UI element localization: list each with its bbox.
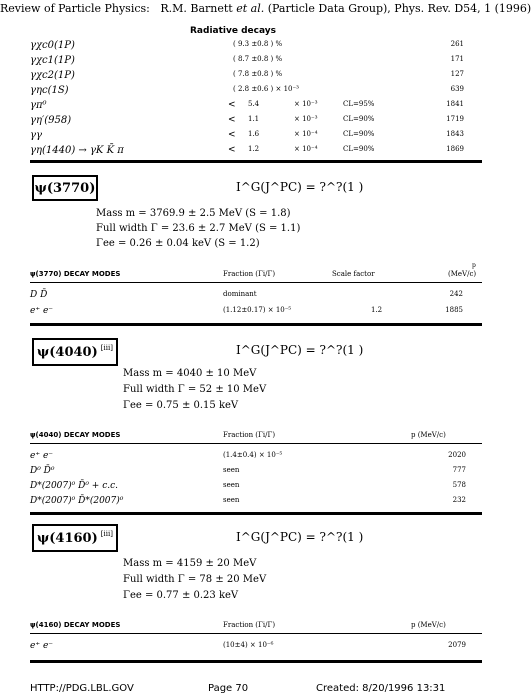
relation: < — [228, 130, 236, 140]
section-rule — [30, 660, 482, 663]
value: ( 2.8 ±0.6 ) × 10⁻³ — [233, 85, 299, 93]
decay-mode: e⁺ e⁻ — [30, 451, 54, 461]
table-rule — [30, 633, 482, 634]
momentum: 127 — [450, 70, 464, 78]
relation: < — [228, 115, 236, 125]
gamma-ee: Γee = 0.77 ± 0.23 keV — [123, 590, 239, 601]
p-head: p (MeV/c) — [411, 431, 446, 439]
fraction: (1.12±0.17) × 10⁻⁵ — [223, 306, 292, 314]
momentum: 232 — [452, 496, 466, 504]
p-head: (MeV/c) — [448, 270, 477, 278]
particle-name: ψ(4160) — [37, 530, 98, 546]
table-rule — [30, 282, 482, 283]
decay-mode: D*(2007)⁰ D̄⁰ + c.c. — [30, 481, 119, 491]
value: ( 8.7 ±0.8 ) % — [233, 55, 283, 63]
confidence-level: CL=90% — [343, 130, 375, 138]
decay-mode: D⁰ D̄⁰ — [30, 466, 55, 476]
exponent: × 10⁻⁴ — [294, 145, 318, 153]
exponent: × 10⁻³ — [294, 100, 318, 108]
particle-name-box — [32, 338, 118, 366]
momentum: 578 — [452, 481, 466, 489]
decay-mode: γηc(1S) — [30, 85, 69, 96]
section-rule — [30, 160, 482, 163]
radiative-title: Radiative decays — [190, 26, 276, 36]
momentum: 777 — [452, 466, 466, 474]
etal: et al. — [236, 2, 265, 15]
particle-name-box — [32, 175, 98, 201]
fraction: seen — [223, 481, 240, 489]
journal-label: Review of Particle Physics: — [0, 2, 150, 15]
momentum: 1885 — [445, 306, 463, 314]
quantum-numbers: I^G(J^PC) = ?^?(1 ) — [236, 343, 364, 357]
momentum: 242 — [449, 290, 463, 298]
quantum-numbers: I^G(J^PC) = ?^?(1 ) — [236, 180, 364, 194]
exponent: × 10⁻³ — [294, 115, 318, 123]
decay-mode: D D̄ — [30, 290, 48, 300]
decay-mode: D*(2007)⁰ D̄*(2007)⁰ — [30, 496, 124, 506]
decay-modes-head: ψ(4160) DECAY MODES — [30, 621, 121, 629]
momentum: 639 — [450, 85, 464, 93]
decay-modes-head: ψ(4040) DECAY MODES — [30, 431, 121, 439]
momentum: 1869 — [446, 145, 464, 153]
confidence-level: CL=95% — [343, 100, 375, 108]
authors: R.M. Barnett — [160, 2, 233, 15]
decay-mode: γπ⁰ — [30, 100, 47, 111]
fraction: seen — [223, 466, 240, 474]
section-rule — [30, 512, 482, 515]
decay-mode: γχc1(1P) — [30, 55, 75, 66]
decay-mode: γχc2(1P) — [30, 70, 75, 81]
relation: < — [228, 145, 236, 155]
citation: (Particle Data Group), Phys. Rev. D54, 1 (1996) — [267, 2, 531, 15]
ref-tag: [iii] — [100, 344, 113, 352]
value: 1.1 — [248, 115, 260, 123]
width: Full width Γ = 23.6 ± 2.7 MeV (S = 1.1) — [96, 223, 301, 234]
momentum: 1719 — [446, 115, 464, 123]
scale-head: Scale factor — [332, 270, 375, 278]
width: Full width Γ = 78 ± 20 MeV — [123, 574, 267, 585]
momentum: 1841 — [446, 100, 464, 108]
decay-mode: γη(1440) → γK K̄ π — [30, 145, 124, 156]
momentum: 1843 — [446, 130, 464, 138]
width: Full width Γ = 52 ± 10 MeV — [123, 384, 267, 395]
decay-mode: γγ — [30, 130, 42, 141]
footer-page: Page 70 — [208, 683, 249, 694]
mass: Mass m = 4040 ± 10 MeV — [123, 368, 257, 379]
momentum: 171 — [450, 55, 464, 63]
page-header — [0, 2, 531, 15]
ref-tag: [iii] — [100, 530, 113, 538]
fraction: dominant — [223, 290, 257, 298]
decay-mode: e⁺ e⁻ — [30, 306, 54, 316]
gamma-ee: Γee = 0.26 ± 0.04 keV (S = 1.2) — [96, 238, 260, 249]
confidence-level: CL=90% — [343, 115, 375, 123]
quantum-numbers: I^G(J^PC) = ?^?(1 ) — [236, 530, 364, 544]
gamma-ee: Γee = 0.75 ± 0.15 keV — [123, 400, 239, 411]
decay-mode: γη′(958) — [30, 115, 72, 126]
value: ( 9.3 ±0.8 ) % — [233, 40, 283, 48]
particle-name-box — [32, 524, 118, 552]
relation: < — [228, 100, 236, 110]
fraction-head: Fraction (Γi/Γ) — [223, 270, 276, 278]
section-rule — [30, 323, 482, 326]
mass: Mass m = 3769.9 ± 2.5 MeV (S = 1.8) — [96, 208, 291, 219]
momentum: 2020 — [448, 451, 466, 459]
particle-name: ψ(3770) — [34, 180, 96, 196]
table-rule — [30, 443, 482, 444]
p-head: p (MeV/c) — [411, 621, 446, 629]
exponent: × 10⁻⁴ — [294, 130, 318, 138]
p-label: p — [472, 262, 476, 269]
momentum: 261 — [450, 40, 464, 48]
scale-factor: 1.2 — [371, 306, 383, 314]
particle-name: ψ(4040) — [37, 344, 98, 360]
mass: Mass m = 4159 ± 20 MeV — [123, 558, 257, 569]
fraction-head: Fraction (Γi/Γ) — [223, 621, 276, 629]
value: 5.4 — [248, 100, 260, 108]
fraction: (1.4±0.4) × 10⁻⁵ — [223, 451, 283, 459]
confidence-level: CL=90% — [343, 145, 375, 153]
value: 1.2 — [248, 145, 260, 153]
decay-mode: e⁺ e⁻ — [30, 641, 54, 651]
footer-created: Created: 8/20/1996 13:31 — [316, 683, 446, 694]
fraction: seen — [223, 496, 240, 504]
fraction: (10±4) × 10⁻⁶ — [223, 641, 274, 649]
value: 1.6 — [248, 130, 260, 138]
value: ( 7.8 ±0.8 ) % — [233, 70, 283, 78]
fraction-head: Fraction (Γi/Γ) — [223, 431, 276, 439]
momentum: 2079 — [448, 641, 466, 649]
footer-url: HTTP://PDG.LBL.GOV — [30, 683, 134, 694]
decay-modes-head: ψ(3770) DECAY MODES — [30, 270, 121, 278]
decay-mode: γχc0(1P) — [30, 40, 75, 51]
